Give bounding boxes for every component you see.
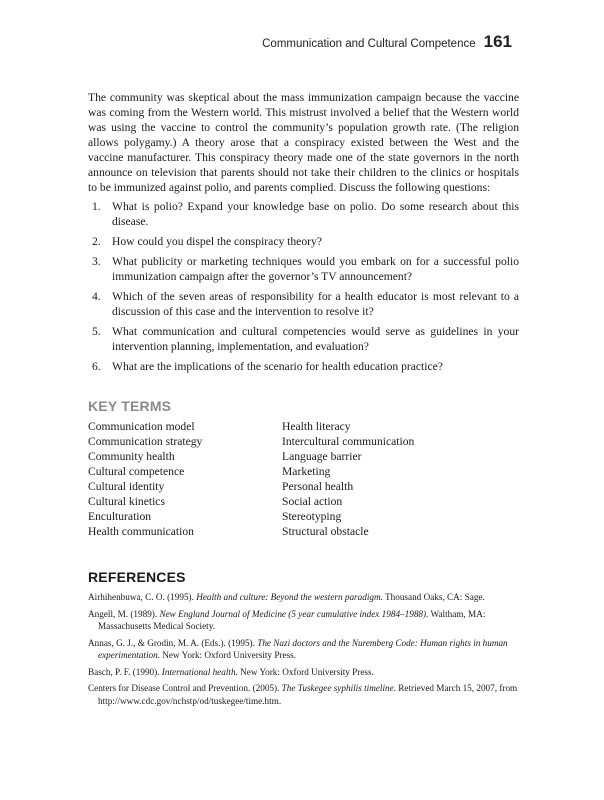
question-item — [88, 289, 519, 319]
reference-publisher: New York: Oxford University Press. — [237, 666, 374, 677]
reference-item — [88, 666, 519, 679]
question-item — [88, 199, 519, 229]
key-term: Health literacy — [282, 420, 351, 433]
key-terms-list — [88, 419, 519, 539]
key-term: Cultural competence — [88, 465, 185, 478]
key-term: Health communication — [88, 525, 194, 538]
key-term: Structural obstacle — [282, 525, 369, 538]
question-number: 5. — [92, 325, 101, 338]
page-number: 161 — [483, 32, 512, 51]
key-term: Stereotyping — [282, 510, 342, 523]
question-item — [88, 359, 519, 374]
question-item — [88, 324, 519, 354]
key-term: Cultural kinetics — [88, 495, 165, 508]
reference-authors: Airhihenbuwa, C. O. (1995). — [88, 592, 197, 602]
key-term: Community health — [88, 450, 175, 463]
key-terms-heading: KEY TERMS — [88, 398, 172, 414]
reference-title: Health and culture: Beyond the western paradigm. — [196, 592, 383, 602]
question-number: 1. — [92, 200, 101, 213]
question-number: 4. — [92, 290, 101, 303]
running-head — [262, 32, 512, 52]
running-title: Communication and Cultural Competence — [262, 38, 476, 50]
question-text: What publicity or marketing techniques would you embark on for a successful polio immunization campaign after the governor’s TV announcement? — [112, 255, 519, 283]
reference-authors: Basch, P. F. (1990). — [88, 666, 162, 677]
reference-title: The Nazi doctors and the Nuremberg Code: Human rights in human experimentation. — [98, 637, 508, 660]
key-term: Cultural identity — [88, 480, 165, 493]
question-text: What is polio? Expand your knowledge base on polio. Do some research about this disease. — [112, 200, 519, 228]
reference-publisher: Retrieved March 15, 2007, from http://www.cdc.gov/nchstp/od/tuskegee/time.htm. — [98, 683, 518, 706]
references-list — [88, 591, 519, 707]
key-terms-left-column — [88, 419, 282, 539]
key-terms-right-column — [282, 419, 414, 539]
reference-publisher: New York: Oxford University Press. — [160, 650, 297, 660]
question-text: What are the implications of the scenario for health education practice? — [112, 360, 443, 373]
key-term: Social action — [282, 495, 343, 508]
discussion-questions — [88, 199, 519, 374]
reference-item — [88, 591, 519, 604]
question-number: 3. — [92, 255, 101, 268]
reference-title: New England Journal of Medicine (5 year cumulative index 1984–1988). — [159, 608, 429, 619]
question-text: What communication and cultural competencies would serve as guidelines in your intervention planning, implementation, and evaluation? — [112, 325, 519, 353]
key-term: Communication model — [88, 420, 195, 433]
key-term: Intercultural communication — [282, 435, 415, 448]
question-text: Which of the seven areas of responsibility for a health educator is most relevant to a discussion of this case and the intervention to resolve it? — [112, 290, 519, 318]
reference-authors: Annas, G. J., & Grodin, M. A. (Eds.). (1995). — [88, 637, 258, 648]
reference-item — [88, 608, 519, 633]
question-item — [88, 234, 519, 249]
reference-title: International health. — [161, 666, 238, 677]
reference-publisher: Thousand Oaks, CA: Sage. — [382, 592, 485, 602]
key-term: Enculturation — [88, 510, 152, 523]
reference-item — [88, 637, 519, 662]
key-term: Language barrier — [282, 450, 362, 463]
references-heading: REFERENCES — [88, 569, 186, 585]
question-text: How could you dispel the conspiracy theory? — [112, 235, 322, 248]
reference-authors: Angell, M. (1989). — [88, 608, 160, 619]
page-content — [88, 90, 519, 711]
reference-publisher: Waltham, MA: Massachusetts Medical Society. — [98, 608, 486, 631]
question-number: 2. — [92, 235, 101, 248]
key-term: Personal health — [282, 480, 354, 493]
case-paragraph: The community was skeptical about the mass immunization campaign because the vaccine was coming from the Western world. This mistrust involved a belief that the Western world was using the vaccine to control the community’s population growth rate. (The religion allows polygamy.) A theory arose that a conspiracy existed between the West and the vaccine manufacturer. This conspiracy theory made one of the state governors in the north announce on television that parents should not take their children to the clinics or hospitals to be immunized against polio, and parents complied. Discuss the following questions: — [88, 91, 519, 194]
reference-item — [88, 682, 519, 707]
key-term: Marketing — [282, 465, 331, 478]
key-term: Communication strategy — [88, 435, 203, 448]
question-number: 6. — [92, 360, 101, 373]
reference-authors: Centers for Disease Control and Prevention. (2005). — [88, 683, 282, 693]
reference-title: The Tuskegee syphilis timeline. — [281, 683, 396, 693]
question-item — [88, 254, 519, 284]
